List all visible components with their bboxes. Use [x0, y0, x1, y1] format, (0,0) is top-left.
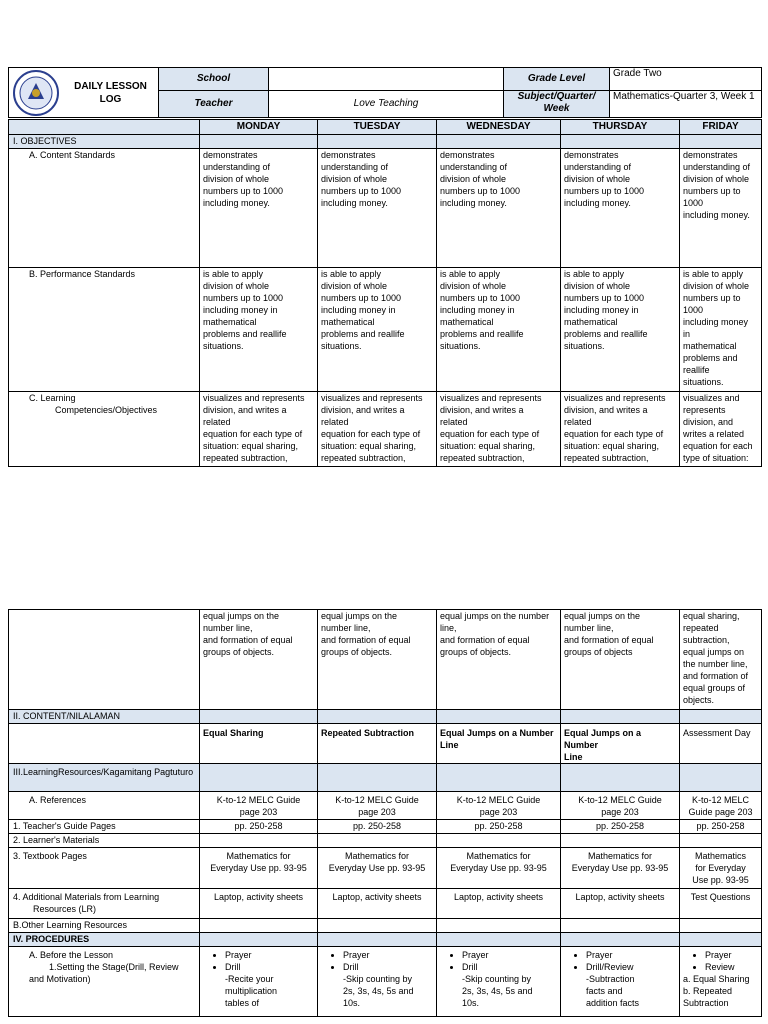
content-standards-thursday: demonstrates understanding of division of whole numbers up to 1000 including money. [561, 149, 680, 268]
competencies-tuesday: visualizes and represents division, and writes a related equation for each type of situation: equal sharing, repeated subtraction, [318, 392, 437, 467]
before-lesson-wednesday [437, 947, 561, 1017]
references-monday: K-to-12 MELC Guide page 203 [200, 792, 318, 820]
additional-friday: Test Questions [680, 889, 762, 919]
before-lesson-text: -Subtraction facts and addition facts [586, 974, 640, 1008]
textbook-friday: Mathematics for Everyday Use pp. 93-95 [680, 848, 762, 889]
section-content: II. CONTENT/NILALAMAN [9, 710, 200, 724]
header-table [8, 67, 762, 118]
teachers-guide-monday: pp. 250-258 [200, 820, 318, 834]
header-logo-cell [9, 68, 159, 118]
row-label-before-lesson [9, 947, 200, 1017]
subject-value[interactable]: Mathematics-Quarter 3, Week 1 [610, 91, 762, 118]
teacher-value[interactable]: Love Teaching [269, 91, 504, 118]
school-value[interactable] [269, 68, 504, 91]
competencies-thursday: visualizes and represents division, and writes a related equation for each type of situation: equal sharing, repeated subtraction, [561, 392, 680, 467]
bullet-item: • Drill [343, 961, 433, 973]
bullet-item: • Drill [225, 961, 314, 973]
learners-materials-friday [680, 834, 762, 848]
content-standards-monday: demonstrates understanding of division of whole numbers up to 1000 including money. [200, 149, 318, 268]
content-topic-blank [9, 724, 200, 764]
day-header-thursday: THURSDAY [561, 120, 680, 135]
competencies-label-line2: Competencies/Objectives [55, 405, 158, 415]
performance-standards-monday: is able to apply division of whole numbers up to 1000 including money in mathematical problems and reallife situations. [200, 268, 318, 392]
performance-standards-friday: is able to apply division of whole numbers up to 1000 including money in mathematical problems and reallife situations. [680, 268, 762, 392]
other-resources-thursday [561, 919, 680, 933]
teacher-label: Teacher [159, 91, 269, 118]
references-friday: K-to-12 MELC Guide page 203 [680, 792, 762, 820]
textbook-monday: Mathematics for Everyday Use pp. 93-95 [200, 848, 318, 889]
content-standards-wednesday: demonstrates understanding of division of whole numbers up to 1000 including money. [437, 149, 561, 268]
additional-thursday: Laptop, activity sheets [561, 889, 680, 919]
references-thursday: K-to-12 MELC Guide page 203 [561, 792, 680, 820]
content-topic-monday: Equal Sharing [200, 724, 318, 764]
row-label-teachers-guide: 1. Teacher's Guide Pages [9, 820, 200, 834]
learners-materials-wednesday [437, 834, 561, 848]
competencies-cont-wednesday: equal jumps on the number line, and formation of equal groups of objects. [437, 610, 561, 710]
form-title-line1: DAILY LESSON [74, 80, 147, 92]
competencies-wednesday: visualizes and represents division, and writes a related equation for each type of situation: equal sharing, repeated subtraction, [437, 392, 561, 467]
teachers-guide-thursday: pp. 250-258 [561, 820, 680, 834]
additional-label-line1: 4. Additional Materials from Learning [13, 892, 160, 902]
bullet-item: • Drill/Review [586, 961, 676, 973]
competencies-cont-thursday: equal jumps on the number line, and formation of equal groups of objects [561, 610, 680, 710]
section-resources: III.LearningResources/Kagamitang Pagtuturo [9, 764, 200, 792]
learners-materials-thursday [561, 834, 680, 848]
teachers-guide-tuesday: pp. 250-258 [318, 820, 437, 834]
additional-wednesday: Laptop, activity sheets [437, 889, 561, 919]
additional-tuesday: Laptop, activity sheets [318, 889, 437, 919]
bullet-item: • Prayer [462, 949, 557, 961]
row-label-content-standards: A. Content Standards [9, 149, 200, 268]
before-lesson-friday [680, 947, 762, 1017]
content-standards-tuesday: demonstrates understanding of division of whole numbers up to 1000 including money. [318, 149, 437, 268]
continuation-table [8, 609, 762, 1017]
learners-materials-tuesday [318, 834, 437, 848]
competencies-friday: visualizes and represents division, and writes a related equation for each type of situation: [680, 392, 762, 467]
content-topic-thursday: Equal Jumps on a Number Line [561, 724, 680, 764]
school-label: School [159, 68, 269, 91]
section-procedures: IV. PROCEDURES [9, 933, 200, 947]
competencies-label-line1: C. Learning [29, 393, 76, 403]
textbook-thursday: Mathematics for Everyday Use pp. 93-95 [561, 848, 680, 889]
row-label-references: A. References [9, 792, 200, 820]
bullet-item: • Prayer [343, 949, 433, 961]
day-header-friday: FRIDAY [680, 120, 762, 135]
before-lesson-thursday [561, 947, 680, 1017]
grade-level-label: Grade Level [504, 68, 610, 91]
teachers-guide-wednesday: pp. 250-258 [437, 820, 561, 834]
row-label-other-resources: B.Other Learning Resources [9, 919, 200, 933]
content-standards-friday: demonstrates understanding of division of whole numbers up to 1000 including money. [680, 149, 762, 268]
before-lesson-text: a. Equal Sharing b. Repeated Subtraction [683, 974, 750, 1008]
objectives-table [8, 119, 762, 467]
row-label-competencies [9, 392, 200, 467]
day-header-tuesday: TUESDAY [318, 120, 437, 135]
bullet-item: • Prayer [586, 949, 676, 961]
references-tuesday: K-to-12 MELC Guide page 203 [318, 792, 437, 820]
bullet-item: • Prayer [705, 949, 758, 961]
content-topic-tuesday: Repeated Subtraction [318, 724, 437, 764]
subject-label-line1: Subject/Quarter/ [517, 91, 596, 102]
before-lesson-text: -Recite your multiplication tables of [225, 974, 278, 1008]
competencies-monday: visualizes and represents division, and writes a related equation for each type of situation: equal sharing, repeated subtraction, [200, 392, 318, 467]
learners-materials-monday [200, 834, 318, 848]
content-topic-wednesday: Equal Jumps on a Number Line [437, 724, 561, 764]
deped-seal-icon [9, 69, 63, 117]
before-lesson-monday [200, 947, 318, 1017]
competencies-cont-blank [9, 610, 200, 710]
grade-level-value[interactable]: Grade Two [610, 68, 762, 91]
bullet-item: • Prayer [225, 949, 314, 961]
teachers-guide-friday: pp. 250-258 [680, 820, 762, 834]
before-lesson-tuesday [318, 947, 437, 1017]
day-header-wednesday: WEDNESDAY [437, 120, 561, 135]
form-title-line2: LOG [99, 93, 122, 105]
additional-label-line2: Resources (LR) [33, 904, 97, 914]
competencies-cont-friday: equal sharing, repeated subtraction, equal jumps on the number line, and formation of equal groups of objects. [680, 610, 762, 710]
textbook-wednesday: Mathematics for Everyday Use pp. 93-95 [437, 848, 561, 889]
bullet-item: • Drill [462, 961, 557, 973]
performance-standards-thursday: is able to apply division of whole numbers up to 1000 including money in mathematical problems and reallife situations. [561, 268, 680, 392]
performance-standards-wednesday: is able to apply division of whole numbers up to 1000 including money in mathematical problems and reallife situations. [437, 268, 561, 392]
other-resources-wednesday [437, 919, 561, 933]
subject-label [504, 91, 610, 118]
performance-standards-tuesday: is able to apply division of whole numbers up to 1000 including money in mathematical problems and reallife situations. [318, 268, 437, 392]
before-lesson-text: -Skip counting by 2s, 3s, 4s, 5s and 10s. [343, 974, 414, 1008]
row-label-performance-standards: B. Performance Standards [9, 268, 200, 392]
bullet-item: • Review [705, 961, 758, 973]
other-resources-friday [680, 919, 762, 933]
competencies-cont-monday: equal jumps on the number line, and formation of equal groups of objects. [200, 610, 318, 710]
day-header-blank [9, 120, 200, 135]
row-label-textbook: 3. Textbook Pages [9, 848, 200, 889]
day-header-monday: MONDAY [200, 120, 318, 135]
subject-label-line2: Week [543, 103, 570, 114]
other-resources-monday [200, 919, 318, 933]
section-objectives: I. OBJECTIVES [9, 135, 200, 149]
content-topic-friday: Assessment Day [680, 724, 762, 764]
before-lesson-text: -Skip counting by 2s, 3s, 4s, 5s and 10s. [462, 974, 533, 1008]
row-label-additional-materials [9, 889, 200, 919]
row-label-learners-materials: 2. Learner's Materials [9, 834, 200, 848]
competencies-cont-tuesday: equal jumps on the number line, and formation of equal groups of objects. [318, 610, 437, 710]
additional-monday: Laptop, activity sheets [200, 889, 318, 919]
before-lesson-label-line1: A. Before the Lesson [29, 950, 114, 960]
before-lesson-label-line2: 1.Setting the Stage(Drill, Review [49, 962, 179, 972]
other-resources-tuesday [318, 919, 437, 933]
before-lesson-label-line3: and Motivation) [29, 974, 91, 984]
textbook-tuesday: Mathematics for Everyday Use pp. 93-95 [318, 848, 437, 889]
references-wednesday: K-to-12 MELC Guide page 203 [437, 792, 561, 820]
